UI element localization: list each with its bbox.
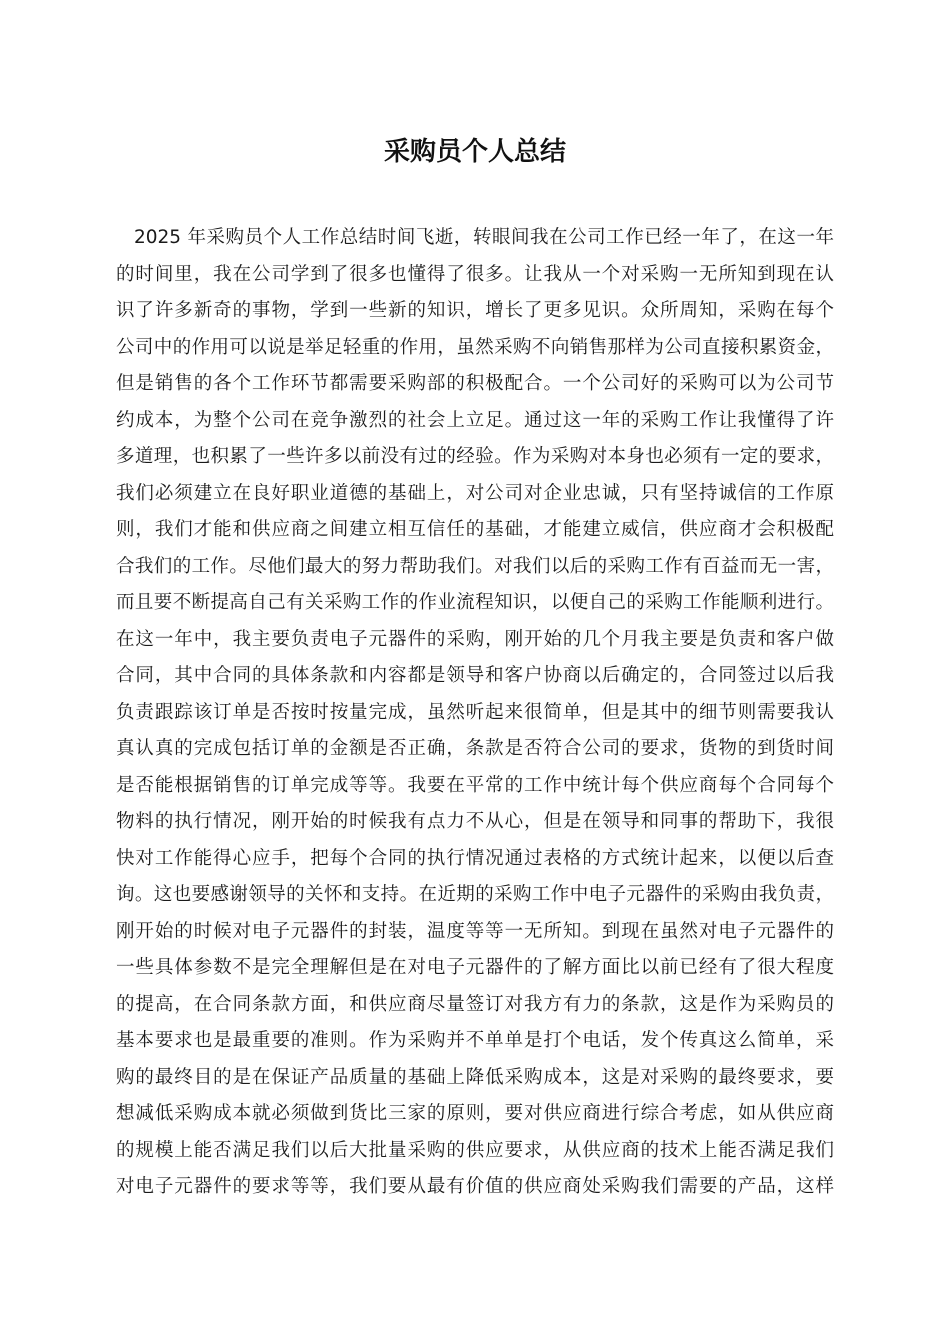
body-line: 公司中的作用可以说是举足轻重的作用，虽然采购不向销售那样为公司直接积累资金， <box>116 336 834 358</box>
body-line: 识了许多新奇的事物，学到一些新的知识，增长了更多见识。众所周知，采购在每个 <box>116 300 834 321</box>
document-title: 采购员个人总结 <box>383 137 566 167</box>
body-line: 购的最终目的是在保证产品质量的基础上降低采购成本，这是对采购的最终要求，要 <box>116 1066 834 1088</box>
body-line: 是否能根据销售的订单完成等等。我要在平常的工作中统计每个供应商每个合同每个 <box>116 774 834 796</box>
body-line: 多道理，也积累了一些许多以前没有过的经验。作为采购对本身也必须有一定的要求， <box>116 446 834 467</box>
body-line: 对电子元器件的要求等等，我们要从最有价值的供应商处采购我们需要的产品，这样 <box>116 1176 834 1197</box>
body-line: 约成本，为整个公司在竞争激烈的社会上立足。通过这一年的采购工作让我懂得了许 <box>116 409 834 431</box>
body-line: 真认真的完成包括订单的金额是否正确，条款是否符合公司的要求，货物的到货时间 <box>116 738 834 759</box>
body-line: 我们必须建立在良好职业道德的基础上，对公司对企业忠诚，只有坚持诚信的工作原 <box>116 482 834 504</box>
body-line: 而且要不断提高自己有关采购工作的作业流程知识，以便自己的采购工作能顺利进行。 <box>116 592 834 613</box>
document-body <box>116 220 834 1206</box>
body-line: 在这一年中，我主要负责电子元器件的采购，刚开始的几个月我主要是负责和客户做 <box>116 628 834 650</box>
body-line: 负责跟踪该订单是否按时按量完成，虽然听起来很简单，但是其中的细节则需要我认 <box>116 701 834 723</box>
body-line: 刚开始的时候对电子元器件的封装，温度等等一无所知。到现在虽然对电子元器件的 <box>116 920 834 942</box>
body-line: 2025 年采购员个人工作总结时间飞逝，转眼间我在公司工作已经一年了，在这一年 <box>134 227 834 248</box>
body-line: 合同，其中合同的具体条款和内容都是领导和客户协商以后确定的，合同签过以后我 <box>116 665 834 686</box>
body-line: 的时间里，我在公司学到了很多也懂得了很多。让我从一个对采购一无所知到现在认 <box>116 263 834 285</box>
body-line: 快对工作能得心应手，把每个合同的执行情况通过表格的方式统计起来，以便以后查 <box>116 847 834 869</box>
body-line: 合我们的工作。尽他们最大的努力帮助我们。对我们以后的采购工作有百益而无一害， <box>116 555 834 577</box>
body-line: 的提高，在合同条款方面，和供应商尽量签订对我方有力的条款，这是作为采购员的 <box>116 993 834 1015</box>
body-line: 的规模上能否满足我们以后大批量采购的供应要求，从供应商的技术上能否满足我们 <box>116 1139 834 1161</box>
body-line: 想减低采购成本就必须做到货比三家的原则，要对供应商进行综合考虑，如从供应商 <box>116 1103 834 1124</box>
body-line: 询。这也要感谢领导的关怀和支持。在近期的采购工作中电子元器件的采购由我负责， <box>116 884 834 905</box>
body-line: 物料的执行情况，刚开始的时候我有点力不从心，但是在领导和同事的帮助下，我很 <box>116 811 834 832</box>
body-line: 基本要求也是最重要的准则。作为采购并不单单是打个电话，发个传真这么简单，采 <box>116 1030 834 1051</box>
body-line: 则，我们才能和供应商之间建立相互信任的基础，才能建立威信，供应商才会积极配 <box>116 519 834 540</box>
body-line: 但是销售的各个工作环节都需要采购部的积极配合。一个公司好的采购可以为公司节 <box>116 373 834 394</box>
body-line: 一些具体参数不是完全理解但是在对电子元器件的了解方面比以前已经有了很大程度 <box>116 957 834 978</box>
